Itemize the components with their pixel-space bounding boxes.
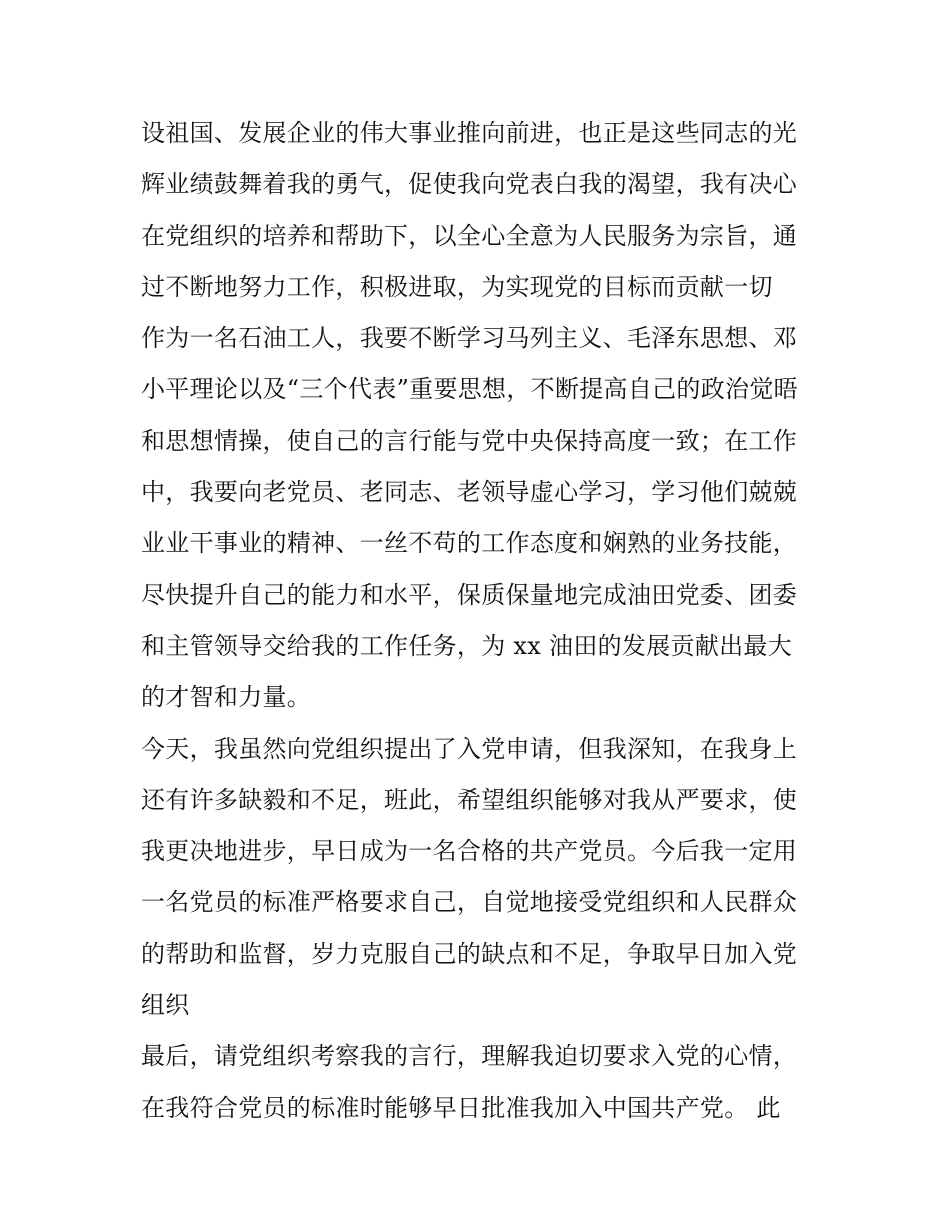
text-line: 一名党员的标准严格要求自己，自觉地接受党组织和人民群众 [141, 888, 798, 917]
text-line: 还有许多缺毅和不足，班此，希望组织能够对我从严要求，使 [141, 785, 798, 814]
text-line: 作为一名石油工人，我要不断学习马列主义、毛泽东思想、邓 [141, 324, 798, 353]
text-line: 我更决地进步，早日成为一名合格的共产党员。今后我一定用 [141, 837, 798, 866]
text-line: 辉业绩鼓舞着我的勇气，促使我向党表白我的渴望，我有决心 [141, 170, 798, 199]
text-line: 和主管领导交给我的工作任务，为 xx 油田的发展贡献出最大 [141, 631, 793, 660]
text-line: 中，我要向老党员、老同志、老领导虚心学习，学习他们兢兢 [141, 478, 798, 507]
text-line: 业业干事业的精神、一丝不苟的工作态度和娴熟的业务技能， [141, 529, 798, 558]
text-line: 最后，请党组织考察我的言行，理解我迫切要求入党的心情， [141, 1042, 798, 1071]
text-line: 的才智和力量。 [141, 683, 312, 712]
text-line: 尽快提升自己的能力和水平，保质保量地完成油田党委、团委 [141, 580, 798, 609]
text-line: 在我符合党员的标准时能够早日批准我加入中国共产党。 此 [141, 1093, 781, 1122]
text-line: 和思想情操，使自己的言行能与党中央保持高度一致；在工作 [141, 426, 798, 455]
text-line: 过不断地努力工作，积极进取，为实现党的目标而贡献一切 [141, 272, 773, 301]
text-line: 设祖国、发展企业的伟大事业推向前进，也正是这些同志的光 [141, 119, 798, 147]
text-line: 小平理论以及“三个代表”重要思想，不断提高自己的政治觉晤 [141, 375, 798, 404]
text-line: 组织 [141, 991, 190, 1020]
text-line: 今天，我虽然向党组织提出了入党申请，但我深知，在我身上 [141, 734, 798, 763]
text-line: 在党组织的培养和帮助下，以全心全意为人民服务为宗旨，通 [141, 221, 798, 250]
document-body [141, 108, 821, 1134]
text-line: 的帮助和监督，岁力克服自己的缺点和不足，争取早日加入党 [141, 939, 798, 968]
